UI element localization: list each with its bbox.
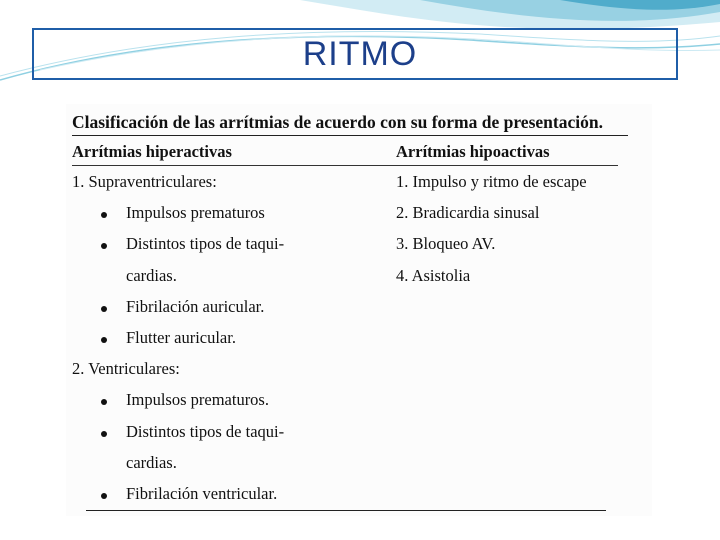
right-list-item: 2. Bradicardia sinusal [396, 203, 540, 223]
bullet-icon [101, 306, 107, 312]
bullet-icon [101, 493, 107, 499]
slide-title: RITMO [302, 34, 418, 73]
right-column-header: Arrítmias hipoactivas [396, 142, 550, 161]
left-list-item: Distintos tipos de taqui- [126, 421, 285, 441]
left-column-header: Arrítmias hiperactivas [72, 142, 232, 161]
left-list-item: Fibrilación ventricular. [126, 484, 278, 503]
bullet-icon [101, 243, 107, 249]
left-list-item: 1. Supraventriculares: [72, 172, 217, 191]
left-list-item: Impulsos prematuros. [126, 390, 269, 410]
bullet-icon [101, 431, 107, 437]
title-rule [72, 135, 628, 136]
left-list-item: Fibrilación auricular. [126, 296, 265, 316]
left-list-item: cardias. [126, 452, 177, 472]
right-list-item: 4. Asistolia [396, 265, 471, 285]
figure-title: Clasificación de las arrítmias de acuerdo con su forma de presentación. [72, 112, 603, 132]
left-list-item: cardias. [126, 265, 177, 285]
bullet-icon [101, 212, 107, 218]
slide-title-frame [32, 28, 678, 80]
classification-table-figure [66, 104, 652, 516]
left-list-item: Distintos tipos de taqui- [126, 234, 285, 254]
left-list-item: 2. Ventriculares: [72, 359, 180, 379]
header-rule [72, 165, 618, 166]
left-list-item: Flutter auricular. [126, 328, 236, 347]
bottom-rule [86, 510, 606, 511]
bullet-icon [101, 399, 107, 405]
right-list-item: 3. Bloqueo AV. [396, 234, 496, 254]
left-list-item: Impulsos prematuros [126, 203, 265, 223]
bullet-icon [101, 337, 107, 343]
right-list-item: 1. Impulso y ritmo de escape [396, 172, 587, 191]
